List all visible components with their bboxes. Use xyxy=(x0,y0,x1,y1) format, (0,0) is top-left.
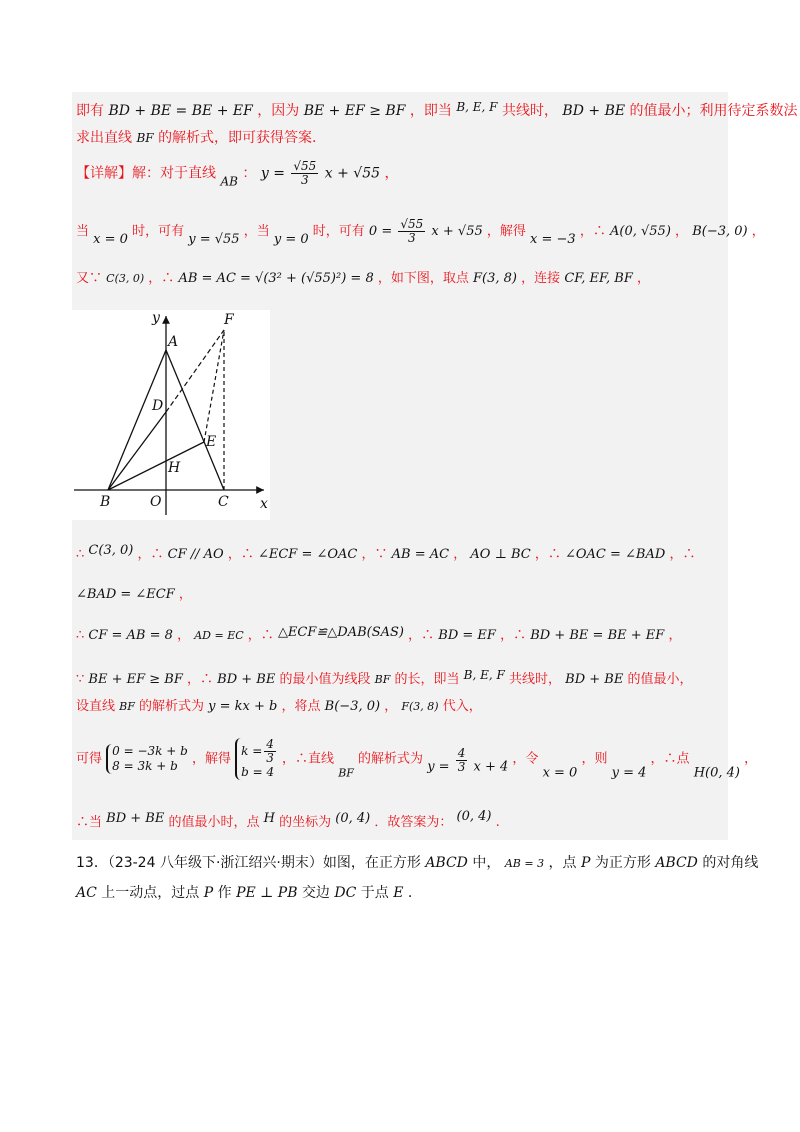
text: ，∴ xyxy=(669,547,696,562)
math: BE + EF ≥ BF xyxy=(303,103,406,119)
text: 交边 xyxy=(301,885,330,901)
math: x + √55 xyxy=(431,224,483,239)
text: 【详解】解：对于直线 xyxy=(76,165,216,182)
text: ，因为 xyxy=(257,103,300,119)
math: B, E, F xyxy=(463,668,505,682)
text: ，将点 xyxy=(281,699,321,714)
text: ，∴ xyxy=(227,547,254,562)
text: 共线时， xyxy=(501,103,558,119)
text: ，∴ xyxy=(137,547,164,562)
geometry-figure xyxy=(72,310,270,520)
text: ．故答案为： xyxy=(374,815,453,830)
text: 可得 xyxy=(76,751,103,767)
text: ，∴ xyxy=(579,224,606,239)
text: ，∴点 xyxy=(650,751,690,767)
text: 上一动点，过点 xyxy=(101,885,200,901)
math: BF xyxy=(119,700,135,713)
text: 的值最小， xyxy=(627,672,693,687)
text: 代入， xyxy=(442,699,482,714)
text: 设直线 xyxy=(76,699,116,714)
figure-svg xyxy=(72,310,270,520)
text: ，即当 xyxy=(409,103,452,119)
text: . xyxy=(495,815,500,830)
solution-line-2 xyxy=(76,127,728,149)
solution-line-5 xyxy=(76,268,728,290)
label-c: C xyxy=(218,494,229,510)
text: ， xyxy=(636,271,650,286)
text: 的解析式为 xyxy=(358,751,424,767)
math: AB = AC = √(3² + (√55)²) = 8 xyxy=(178,271,374,286)
solution-line-1 xyxy=(76,96,798,122)
text: 13．（23-24 八年级下·浙江绍兴·期末）如图，在正方形 xyxy=(76,855,421,871)
text: ，当 xyxy=(243,224,270,239)
math: y = 4 xyxy=(611,765,647,781)
text: ，∴ xyxy=(534,547,561,562)
text: ，∵ xyxy=(361,547,388,562)
segment-be xyxy=(108,442,204,490)
text: 的解析式，即可获得答案. xyxy=(158,130,317,146)
fraction: $\frac{√55}{3}$ xyxy=(400,217,424,245)
segment-bd xyxy=(108,412,166,490)
text: 时，可有 xyxy=(312,224,365,239)
text: ，∴ xyxy=(500,628,527,643)
math: AB = AC xyxy=(391,547,450,562)
math: y = xyxy=(260,165,285,182)
question-13-line-2 xyxy=(76,882,412,904)
math: x = 0 xyxy=(93,232,128,247)
text: 当 xyxy=(76,224,90,239)
math: ∠OAC = ∠BAD xyxy=(564,547,666,562)
text: 于点 xyxy=(360,885,389,901)
text: 的值最小；利用待定系数法 xyxy=(629,103,798,119)
math: x = 0 xyxy=(542,765,578,781)
text: 的长，即当 xyxy=(394,672,460,687)
text: ，∴ xyxy=(187,672,214,687)
text: 中， xyxy=(472,855,501,871)
text: ∵ xyxy=(76,672,85,687)
text: . xyxy=(407,885,413,901)
math: △ECF≌△DAB(SAS) xyxy=(277,625,404,640)
math: H xyxy=(263,811,275,826)
math: AB xyxy=(220,174,238,189)
text: ，∴直线 xyxy=(282,751,335,767)
text: ，解得 xyxy=(191,751,231,767)
math: AB = 3 xyxy=(504,857,545,870)
math: AD = EC xyxy=(194,629,244,642)
segment-ab xyxy=(108,350,166,490)
segment-ef xyxy=(204,330,224,442)
math: CF, EF, BF xyxy=(564,271,633,286)
solution-line-7 xyxy=(76,584,728,606)
fraction: $\frac{4}{3}$ xyxy=(457,745,466,774)
text: 的坐标为 xyxy=(279,815,332,830)
text: ， xyxy=(744,751,758,767)
solution-line-10 xyxy=(76,696,728,718)
text: 共线时， xyxy=(508,672,561,687)
text: ， xyxy=(384,699,398,714)
math: ∠ECF = ∠OAC xyxy=(257,547,358,562)
math: B(−3, 0) xyxy=(324,699,381,714)
math: BE + EF ≥ BF xyxy=(88,672,183,687)
solution-line-8 xyxy=(76,622,728,647)
math: 0 = xyxy=(368,224,393,239)
text: ∴ xyxy=(76,628,85,643)
math: AO ⊥ BC xyxy=(470,547,531,562)
text: ，∴ xyxy=(408,628,435,643)
label-h: H xyxy=(168,460,181,476)
text: ，令 xyxy=(512,751,539,767)
text: 为正方形 xyxy=(594,855,651,871)
math: y = 0 xyxy=(273,232,309,247)
text: 求出直线 xyxy=(76,130,132,146)
text: 作 xyxy=(217,885,232,901)
text: ∴ xyxy=(76,547,85,562)
text: 时，可有 xyxy=(132,224,185,239)
text: ，连接 xyxy=(521,271,561,286)
equation-system: 0 = −3k + b 8 = 3k + b xyxy=(106,744,188,774)
math: BD + BE = BE + EF xyxy=(530,628,665,643)
text: ，∴ xyxy=(148,271,175,286)
math: y = √55 xyxy=(188,232,240,247)
math: BD + BE xyxy=(106,811,165,826)
text: 的对角线 xyxy=(702,855,759,871)
math: B, E, F xyxy=(456,100,498,114)
text: ， xyxy=(675,224,689,239)
text: ，如下图，取点 xyxy=(377,271,469,286)
text: ， xyxy=(384,165,399,182)
math: (0, 4) xyxy=(335,811,371,826)
label-b: B xyxy=(100,494,111,510)
math: (0, 4) xyxy=(456,809,492,824)
text: 即有 xyxy=(76,103,104,119)
solution-line-4 xyxy=(76,217,765,258)
math: F(3, 8) xyxy=(473,271,518,286)
text: ， xyxy=(177,628,191,643)
text: 的值最小时，点 xyxy=(168,815,260,830)
text: ， xyxy=(668,628,682,643)
fraction: $\frac{√55}{3}$ xyxy=(293,159,317,187)
math: x = −3 xyxy=(530,232,576,247)
math: F(3, 8) xyxy=(401,700,439,713)
text: ∴当 xyxy=(76,815,103,830)
solution-line-6 xyxy=(76,540,728,566)
text: ，则 xyxy=(581,751,608,767)
text: ， xyxy=(453,547,467,562)
text: ，点 xyxy=(548,855,577,871)
math: DC xyxy=(334,885,357,901)
solution-system: k = $\frac{4}{3}$ b = 4 xyxy=(235,738,278,780)
question-13-line-1 xyxy=(76,852,758,875)
math: C(3, 0) xyxy=(106,272,145,285)
math: P xyxy=(203,885,214,901)
math: BD + BE = BE + EF xyxy=(108,103,253,119)
math: H(0, 4) xyxy=(693,765,740,781)
solution-line-3 xyxy=(76,160,728,200)
math: E xyxy=(393,885,404,901)
label-f: F xyxy=(224,312,234,328)
math: BF xyxy=(374,673,391,686)
math: ABCD xyxy=(655,855,698,871)
math: y = xyxy=(427,759,450,775)
math: x + √55 xyxy=(324,165,381,182)
label-x: x xyxy=(260,496,268,512)
solution-line-11 xyxy=(76,737,758,788)
solution-line-9 xyxy=(76,664,728,691)
math: x + 4 xyxy=(473,759,509,775)
text: ： xyxy=(242,165,257,182)
solution-line-12 xyxy=(76,806,728,834)
label-y: y xyxy=(152,310,160,326)
label-d: D xyxy=(152,398,164,414)
math: y = kx + b xyxy=(208,699,278,714)
math: PE ⊥ PB xyxy=(236,885,298,901)
math: ABCD xyxy=(425,855,468,871)
math: BD + BE xyxy=(562,103,626,119)
math: BD + BE xyxy=(565,672,624,687)
text: 又∵ xyxy=(76,271,103,286)
math: ∠BAD = ∠ECF xyxy=(76,587,175,602)
math: CF // AO xyxy=(167,547,224,562)
label-a: A xyxy=(168,334,179,350)
math: C(3, 0) xyxy=(88,543,134,558)
math: CF = AB = 8 xyxy=(88,628,173,643)
math: BD = EF xyxy=(438,628,496,643)
label-e: E xyxy=(206,434,217,450)
math: BF xyxy=(338,766,354,780)
text: ，解得 xyxy=(486,224,526,239)
math: P xyxy=(580,855,591,871)
math: A(0, √55) xyxy=(610,224,671,239)
text: 的解析式为 xyxy=(139,699,205,714)
text: 的最小值为线段 xyxy=(279,672,371,687)
text: ，∴ xyxy=(247,628,274,643)
math: B(−3, 0) xyxy=(692,224,748,239)
text: ， xyxy=(751,224,765,239)
math: AC xyxy=(76,885,97,901)
label-o: O xyxy=(150,494,162,510)
text: ， xyxy=(178,587,192,602)
math: BD + BE xyxy=(217,672,276,687)
math: BF xyxy=(136,131,154,145)
